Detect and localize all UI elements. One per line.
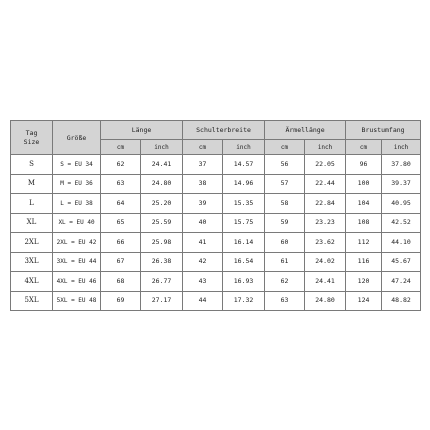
measurement-cell: 42 (183, 252, 223, 272)
measurement-cell: 24.41 (305, 272, 346, 292)
measurement-cell: 63 (101, 174, 141, 194)
measurement-cell: 58 (265, 194, 305, 214)
schulterbreite-header: Schulterbreite (183, 121, 265, 140)
measurement-cell: 62 (265, 272, 305, 292)
unit-header: cm (265, 140, 305, 155)
tag-size-cell: 2XL (11, 233, 53, 253)
measurement-cell: 60 (265, 233, 305, 253)
unit-header: cm (183, 140, 223, 155)
size-chart (10, 120, 420, 305)
measurement-cell: 44 (183, 291, 223, 311)
aermellaenge-header: Ärmellänge (265, 121, 346, 140)
unit-header: cm (346, 140, 382, 155)
measurement-cell: 42.52 (382, 213, 421, 233)
measurement-cell: 40 (183, 213, 223, 233)
eu-size-cell: 3XL = EU 44 (53, 252, 101, 272)
measurement-cell: 16.93 (223, 272, 265, 292)
tag-size-cell: M (11, 174, 53, 194)
table-row (11, 213, 421, 233)
measurement-cell: 37 (183, 155, 223, 175)
measurement-cell: 104 (346, 194, 382, 214)
size-table (10, 120, 421, 311)
measurement-cell: 24.41 (141, 155, 183, 175)
measurement-cell: 23.23 (305, 213, 346, 233)
groesse-header: Größe (53, 121, 101, 155)
eu-size-cell: XL = EU 40 (53, 213, 101, 233)
unit-header: inch (305, 140, 346, 155)
table-row (11, 233, 421, 253)
table-row (11, 174, 421, 194)
eu-size-cell: M = EU 36 (53, 174, 101, 194)
eu-size-cell: S = EU 34 (53, 155, 101, 175)
table-row (11, 194, 421, 214)
eu-size-cell: 4XL = EU 46 (53, 272, 101, 292)
eu-size-cell: L = EU 38 (53, 194, 101, 214)
measurement-cell: 48.82 (382, 291, 421, 311)
unit-header: inch (141, 140, 183, 155)
table-header (11, 121, 421, 155)
measurement-cell: 45.67 (382, 252, 421, 272)
measurement-cell: 24.80 (305, 291, 346, 311)
table-body (11, 155, 421, 311)
measurement-cell: 67 (101, 252, 141, 272)
measurement-cell: 38 (183, 174, 223, 194)
measurement-cell: 24.02 (305, 252, 346, 272)
tag-size-cell: 3XL (11, 252, 53, 272)
measurement-cell: 27.17 (141, 291, 183, 311)
measurement-cell: 43 (183, 272, 223, 292)
measurement-cell: 120 (346, 272, 382, 292)
measurement-cell: 100 (346, 174, 382, 194)
tag-size-header (11, 121, 53, 155)
measurement-cell: 22.44 (305, 174, 346, 194)
laenge-header: Länge (101, 121, 183, 140)
measurement-cell: 16.14 (223, 233, 265, 253)
measurement-cell: 68 (101, 272, 141, 292)
unit-header: cm (101, 140, 141, 155)
tag-header-line1: Tag (25, 128, 38, 137)
tag-size-cell: L (11, 194, 53, 214)
measurement-cell: 22.05 (305, 155, 346, 175)
table-row (11, 272, 421, 292)
measurement-cell: 26.38 (141, 252, 183, 272)
measurement-cell: 69 (101, 291, 141, 311)
measurement-cell: 112 (346, 233, 382, 253)
measurement-cell: 63 (265, 291, 305, 311)
measurement-cell: 108 (346, 213, 382, 233)
measurement-cell: 39.37 (382, 174, 421, 194)
tag-size-cell: S (11, 155, 53, 175)
measurement-cell: 15.75 (223, 213, 265, 233)
measurement-cell: 66 (101, 233, 141, 253)
measurement-cell: 57 (265, 174, 305, 194)
measurement-cell: 23.62 (305, 233, 346, 253)
measurement-cell: 65 (101, 213, 141, 233)
measurement-cell: 14.96 (223, 174, 265, 194)
measurement-cell: 96 (346, 155, 382, 175)
measurement-cell: 25.20 (141, 194, 183, 214)
measurement-cell: 26.77 (141, 272, 183, 292)
table-row (11, 155, 421, 175)
measurement-cell: 41 (183, 233, 223, 253)
unit-header: inch (382, 140, 421, 155)
measurement-cell: 40.95 (382, 194, 421, 214)
measurement-cell: 59 (265, 213, 305, 233)
measurement-cell: 64 (101, 194, 141, 214)
eu-size-cell: 2XL = EU 42 (53, 233, 101, 253)
measurement-cell: 25.59 (141, 213, 183, 233)
measurement-cell: 25.98 (141, 233, 183, 253)
measurement-cell: 24.80 (141, 174, 183, 194)
measurement-cell: 15.35 (223, 194, 265, 214)
measurement-cell: 116 (346, 252, 382, 272)
table-row (11, 252, 421, 272)
measurement-cell: 16.54 (223, 252, 265, 272)
measurement-cell: 14.57 (223, 155, 265, 175)
measurement-cell: 56 (265, 155, 305, 175)
measurement-cell: 62 (101, 155, 141, 175)
measurement-cell: 61 (265, 252, 305, 272)
brustumfang-header: Brustumfang (346, 121, 421, 140)
measurement-cell: 39 (183, 194, 223, 214)
table-row (11, 291, 421, 311)
tag-size-cell: 4XL (11, 272, 53, 292)
measurement-cell: 37.80 (382, 155, 421, 175)
measurement-cell: 44.10 (382, 233, 421, 253)
measurement-cell: 47.24 (382, 272, 421, 292)
tag-size-cell: XL (11, 213, 53, 233)
tag-header-line2: Size (23, 137, 40, 146)
measurement-cell: 22.84 (305, 194, 346, 214)
tag-size-cell: 5XL (11, 291, 53, 311)
measurement-cell: 124 (346, 291, 382, 311)
unit-header: inch (223, 140, 265, 155)
eu-size-cell: 5XL = EU 48 (53, 291, 101, 311)
measurement-cell: 17.32 (223, 291, 265, 311)
